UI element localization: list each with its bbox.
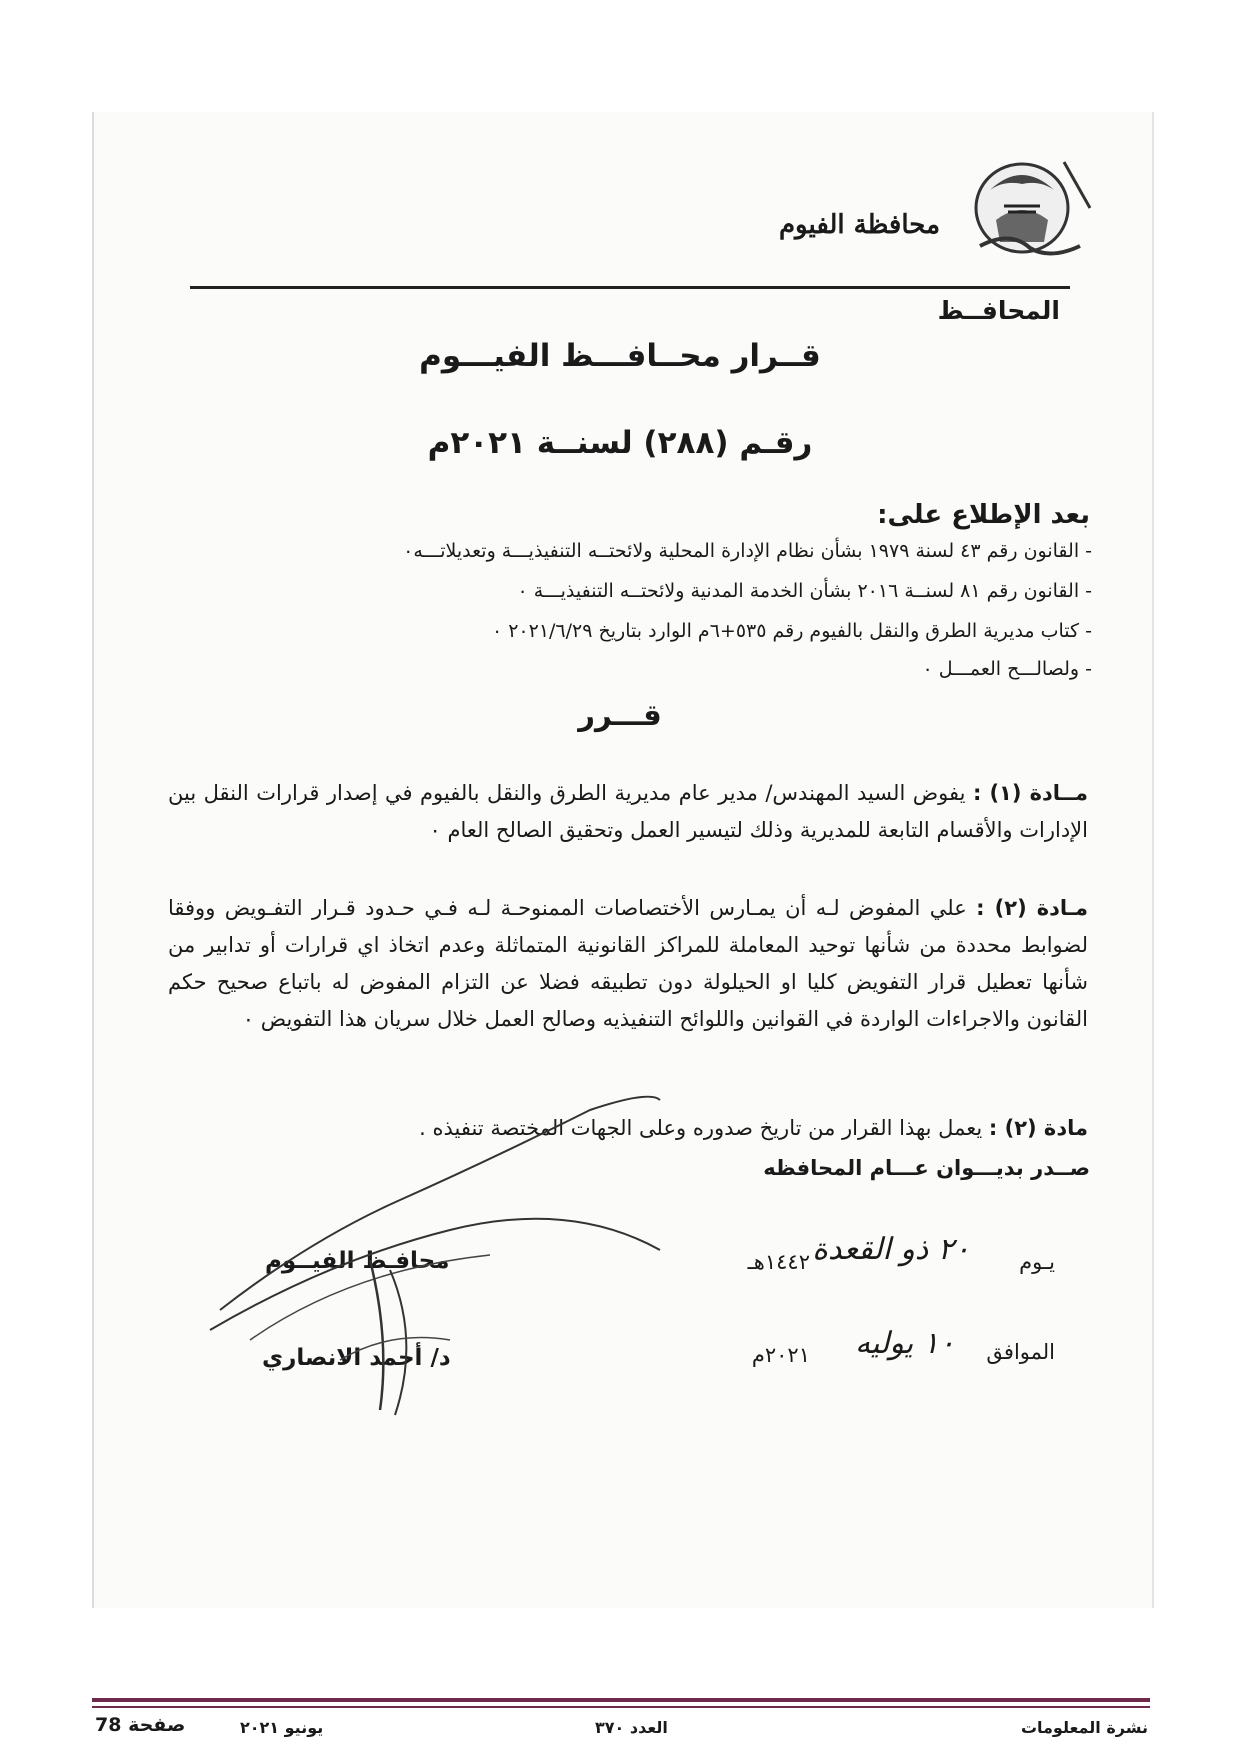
article-text: يعمل بهذا القرار من تاريخ صدوره وعلى الجهات المختصة تنفيذه . bbox=[419, 1116, 989, 1140]
gregorian-date-handwritten: ١٠ يوليه bbox=[855, 1326, 955, 1361]
footer-page-number: صفحة 78 bbox=[95, 1714, 186, 1736]
preamble-heading: بعد الإطلاع على: bbox=[877, 500, 1090, 530]
footer-divider bbox=[92, 1706, 1150, 1708]
gregorian-year: ٢٠٢١م bbox=[751, 1343, 810, 1367]
article-text: يفوض السيد المهندس/ مدير عام مديرية الطرق والنقل بالفيوم في إصدار قرارات النقل بين الإدارات والأقسام التابعة للمديرية وذلك لتيسير العمل وتحقيق الصالح العام ٠ bbox=[168, 781, 1088, 842]
signatory-title: محافـظ الفيــوم bbox=[265, 1248, 450, 1274]
decree-number: رقـم (٢٨٨) لسنــة ٢٠٢١م bbox=[427, 425, 813, 461]
footer-date: يونيو ٢٠٢١ bbox=[240, 1718, 324, 1737]
article-label: مــادة (١) : bbox=[972, 781, 1088, 805]
decision-heading: قـــرر bbox=[578, 698, 662, 732]
footer-divider bbox=[92, 1698, 1150, 1702]
article-3 bbox=[168, 1110, 1088, 1147]
governorate-emblem-icon bbox=[960, 150, 1100, 270]
article-1 bbox=[168, 775, 1088, 849]
reference-item: - كتاب مديرية الطرق والنقل بالفيوم رقم ٥٣٥+٦م الوارد بتاريخ ٢٠٢١/٦/٢٩ ٠ bbox=[491, 620, 1092, 642]
office-title: المحافــظ bbox=[937, 296, 1060, 325]
article-2 bbox=[168, 890, 1088, 1038]
day-label: يـوم bbox=[1019, 1250, 1055, 1274]
signatory-name: د/ أحمد الانصاري bbox=[262, 1345, 451, 1371]
footer-bulletin: نشرة المعلومات bbox=[1020, 1718, 1148, 1737]
issued-at: صــدر بديـــوان عـــام المحافظه bbox=[763, 1156, 1090, 1180]
corresponding-label: الموافق bbox=[986, 1340, 1055, 1364]
footer-issue: العدد ٣٧٠ bbox=[595, 1718, 668, 1737]
governorate-name: محافظة الفيوم bbox=[778, 210, 940, 240]
hijri-year: ١٤٤٢هـ bbox=[747, 1250, 810, 1274]
hijri-date-handwritten: ٢٠ ذو القعدة bbox=[812, 1232, 970, 1267]
reference-item: - القانون رقم ٨١ لسنــة ٢٠١٦ بشأن الخدمة المدنية ولائحتــه التنفيذيـــة ٠ bbox=[517, 580, 1092, 602]
article-label: مـادة (٢) : bbox=[976, 896, 1088, 920]
reference-item: - القانون رقم ٤٣ لسنة ١٩٧٩ بشأن نظام الإدارة المحلية ولائحتــه التنفيذيـــة وتعديلاتـــه٠ bbox=[403, 540, 1092, 562]
header-divider bbox=[190, 286, 1070, 289]
decree-title: قــرار محــافـــظ الفيـــوم bbox=[419, 338, 821, 374]
article-label: مادة (٢) : bbox=[988, 1116, 1088, 1140]
article-text: علي المفوض لـه أن يمـارس الأختصاصات الممنوحـة لـه فـي حـدود قـرار التفـويض ووفقا لضوابط محددة من شأنها توحيد المعاملة للمراكز القانونية المتماثلة وعدم اتخاذ اي قرارات أو تدابير من شأنها تعطيل قرار التفويض كليا او الحيلولة دون تطبيقه فضلا عن التزام المفوض له باتباع صحيح حكم القانون والاجراءات الواردة في القوانين واللوائح التنفيذيه وصالح العمل خلال سريان هذا التفويض ٠ bbox=[168, 896, 1088, 1031]
scanned-page bbox=[92, 112, 1154, 1608]
reference-item: - ولصالـــح العمـــل ٠ bbox=[922, 658, 1092, 680]
